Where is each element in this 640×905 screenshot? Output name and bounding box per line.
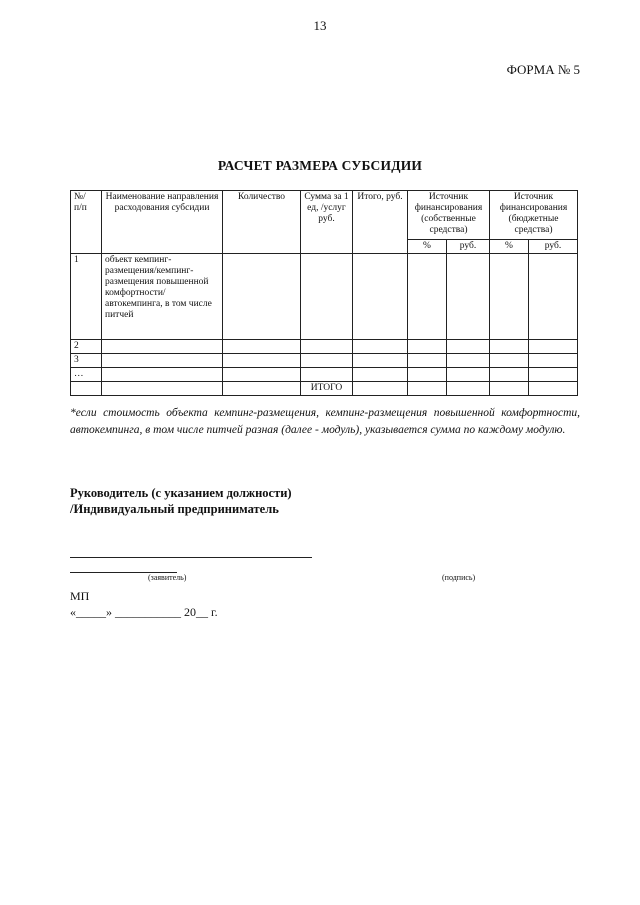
subheader-rub: руб. [447, 240, 490, 254]
table-cell [408, 382, 447, 396]
signature-line [70, 557, 312, 558]
row-name [102, 340, 223, 354]
row-name: объект кемпинг-размещения/кемпинг-размещения повышенной комфортности/ автокемпинга, в том числе питчей [102, 254, 223, 340]
header-own-funds: Источник финансирования (собственные средства) [408, 191, 490, 240]
table-cell [223, 254, 301, 340]
header-quantity: Количество [223, 191, 301, 254]
stamp-label: МП [70, 589, 90, 603]
header-num: №/ п/п [71, 191, 102, 254]
row-name [102, 354, 223, 368]
table-cell [301, 368, 353, 382]
table-total-row [71, 382, 578, 396]
table-cell [353, 254, 408, 340]
row-num: 2 [71, 340, 102, 354]
table-cell [223, 340, 301, 354]
table-cell [529, 254, 578, 340]
header-sum-per-unit: Сумма за 1 ед, /услуг руб. [301, 191, 353, 254]
header-budget-funds: Источник финансирования (бюджетные средства) [490, 191, 578, 240]
table-row [71, 254, 578, 340]
row-num: … [71, 368, 102, 382]
subheader-rub: руб. [529, 240, 578, 254]
date-line: «_____» ___________ 20__ г. [70, 605, 218, 619]
signer-title [70, 485, 470, 517]
table-cell [223, 354, 301, 368]
table-cell [529, 340, 578, 354]
subsidy-table [70, 190, 578, 396]
table-cell [408, 368, 447, 382]
table-cell [353, 340, 408, 354]
table-cell [71, 382, 102, 396]
table-cell [102, 382, 223, 396]
footnote: *если стоимость объекта кемпинг-размещения, кемпинг-размещения повышенной комфортности, автокемпинга, в том числе питчей разная (далее - модуль), указывается сумма по каждому модулю. [70, 407, 580, 436]
table-cell [529, 368, 578, 382]
table-row [71, 340, 578, 354]
table-row [71, 368, 578, 382]
row-name [102, 368, 223, 382]
form-number: ФОРМА № 5 [506, 62, 580, 77]
table-cell [223, 368, 301, 382]
table-cell [490, 254, 529, 340]
table-cell [447, 254, 490, 340]
table-cell [408, 254, 447, 340]
table-cell [408, 340, 447, 354]
table-cell [529, 382, 578, 396]
table-cell [408, 354, 447, 368]
table-cell [353, 368, 408, 382]
row-num: 3 [71, 354, 102, 368]
table-cell [529, 354, 578, 368]
table-cell [447, 368, 490, 382]
table-cell [223, 382, 301, 396]
table-cell [490, 340, 529, 354]
header-name: Наименование направления расходования субсидии [102, 191, 223, 254]
signer-line-1: Руководитель (с указанием должности) [70, 486, 292, 500]
page-number: 13 [313, 18, 327, 33]
table-cell [490, 354, 529, 368]
table-cell [301, 254, 353, 340]
signer-line-2: /Индивидуальный предприниматель [70, 502, 279, 516]
table-cell [301, 354, 353, 368]
signature-caption: (подпись) [442, 573, 476, 582]
table-cell [447, 382, 490, 396]
table-row [71, 354, 578, 368]
page-title: РАСЧЕТ РАЗМЕРА СУБСИДИИ [217, 158, 423, 173]
total-label: ИТОГО [301, 382, 353, 396]
table-cell [490, 382, 529, 396]
table-header-row [71, 191, 578, 240]
header-total: Итого, руб. [353, 191, 408, 254]
table-cell [447, 340, 490, 354]
row-num: 1 [71, 254, 102, 340]
applicant-caption: (заявитель) [148, 573, 187, 582]
table-cell [301, 340, 353, 354]
table-cell [490, 368, 529, 382]
table-cell [447, 354, 490, 368]
table-cell [353, 354, 408, 368]
subheader-percent: % [408, 240, 447, 254]
table-cell [353, 382, 408, 396]
subheader-percent: % [490, 240, 529, 254]
